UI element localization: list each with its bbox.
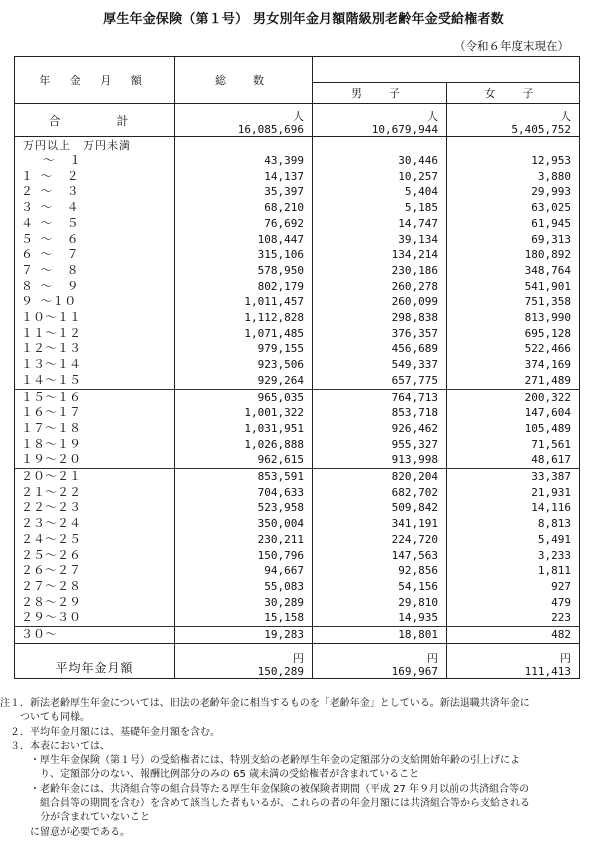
value-total: 94,667 (175, 563, 313, 579)
value-total: 150,796 (175, 548, 313, 564)
note-line: り、定額部分のない、報酬比例部分のみの 65 歳未満の受給権者が含まれていること (0, 769, 420, 781)
value-male: 955,327 (313, 437, 447, 453)
table-row (15, 421, 580, 437)
note-line: ・老齢年金には、共済組合等の組合員等たる厚生年金保険の被保険者期間（平成 27 年９月以前の共済組合等の (0, 783, 530, 795)
value-total: 108,447 (175, 232, 313, 248)
note-line: 分が含まれていないこと (0, 812, 150, 824)
value-total: 19,283 (175, 627, 313, 644)
unit-people: 人 (293, 110, 304, 123)
value-female: 522,466 (447, 341, 580, 357)
band-label: ９ ～１０ (15, 294, 175, 310)
average-row (15, 643, 580, 678)
value-male: 92,856 (313, 563, 447, 579)
table-row (15, 532, 580, 548)
value-female: 482 (447, 627, 580, 644)
table-row (15, 452, 580, 468)
table-row (15, 627, 580, 644)
value-total: 1,011,457 (175, 294, 313, 310)
value-male: 39,134 (313, 232, 447, 248)
value-total: 578,950 (175, 263, 313, 279)
value-total: 14,137 (175, 169, 313, 185)
pension-table (14, 56, 580, 679)
value-male: 764,713 (313, 389, 447, 405)
value-male: 10,257 (313, 169, 447, 185)
header-female: 女 子 (447, 82, 580, 103)
value-female: 61,945 (447, 216, 580, 232)
band-label: ２０～２１ (15, 469, 175, 485)
band-label: ～ １ (15, 153, 175, 169)
value-total: 929,264 (175, 373, 313, 389)
value-male: 853,718 (313, 405, 447, 421)
value-female: 48,617 (447, 452, 580, 468)
band-label: １６～１７ (15, 405, 175, 421)
value-total: 30,289 (175, 595, 313, 611)
header-gender-group (313, 57, 580, 83)
value-female: 63,025 (447, 200, 580, 216)
value-female: 479 (447, 595, 580, 611)
value-female: 69,313 (447, 232, 580, 248)
value-male: 5,404 (313, 184, 447, 200)
note-line: 組合員等の期間を含む）を含めて該当した者もいるが、これらの者の年金月額には共済組合等から支給される (0, 798, 530, 810)
table-row (15, 279, 580, 295)
value-female: 12,953 (447, 153, 580, 169)
value-female: 180,892 (447, 247, 580, 263)
band-label: ２６～２７ (15, 563, 175, 579)
value-female: 14,116 (447, 500, 580, 516)
unit-yen: 円 (560, 651, 571, 665)
table-row (15, 341, 580, 357)
band-label: １５～１６ (15, 389, 175, 405)
table-row (15, 610, 580, 626)
value-total: 962,615 (175, 452, 313, 468)
value-male: 682,702 (313, 485, 447, 501)
table-row (15, 153, 580, 169)
note-line: 注１．新法老齢厚生年金については、旧法の老齢年金に相当するものを「老齢年金」としている。新法退職共済年金に (0, 698, 530, 709)
band-label: １０～１１ (15, 310, 175, 326)
table-row (15, 357, 580, 373)
note-line: ３．本表においては、 (0, 740, 110, 752)
value-total: 76,692 (175, 216, 313, 232)
notes (0, 697, 607, 840)
value-female: 695,128 (447, 326, 580, 342)
value-male: 341,191 (313, 516, 447, 532)
value-total: 802,179 (175, 279, 313, 295)
table-row (15, 200, 580, 216)
table-row (15, 485, 580, 501)
value-female: 8,813 (447, 516, 580, 532)
value-total: 853,591 (175, 469, 313, 485)
value-male: 14,935 (313, 610, 447, 626)
table-row (15, 500, 580, 516)
value-total: 704,633 (175, 485, 313, 501)
note-line: ついても同様。 (0, 712, 90, 724)
header-male: 男 子 (313, 82, 447, 103)
value-female: 3,233 (447, 548, 580, 564)
value-total: 35,397 (175, 184, 313, 200)
band-label: １ ～ ２ (15, 169, 175, 185)
value-female: 374,169 (447, 357, 580, 373)
value-female: 1,811 (447, 563, 580, 579)
value-female: 105,489 (447, 421, 580, 437)
value-total: 1,026,888 (175, 437, 313, 453)
value-total: 68,210 (175, 200, 313, 216)
value-female: 21,931 (447, 485, 580, 501)
table-row (15, 548, 580, 564)
header-amount: 年 金 月 額 (15, 57, 175, 104)
table-row (15, 263, 580, 279)
value-male: 230,186 (313, 263, 447, 279)
table-row (15, 184, 580, 200)
value-male: 29,810 (313, 595, 447, 611)
table-row (15, 516, 580, 532)
value-male: 926,462 (313, 421, 447, 437)
value-female: 223 (447, 610, 580, 626)
value-total: 523,958 (175, 500, 313, 516)
value-male: 913,998 (313, 452, 447, 468)
value-total: 350,004 (175, 516, 313, 532)
value-female: 541,901 (447, 279, 580, 295)
table-row (15, 579, 580, 595)
note-line: ・厚生年金保険（第１号）の受給権者には、特別支給の老齢厚生年金の定額部分の支給開始年齢の引上げによ (0, 755, 520, 767)
band-label: ２１～２２ (15, 485, 175, 501)
band-label: １４～１５ (15, 373, 175, 389)
value-female: 147,604 (447, 405, 580, 421)
value-male: 549,337 (313, 357, 447, 373)
value-male: 14,747 (313, 216, 447, 232)
unit-yen: 円 (427, 651, 438, 665)
value-female: 71,561 (447, 437, 580, 453)
unit-people: 人 (427, 110, 438, 123)
average-female: 111,413 (524, 664, 571, 678)
value-total: 1,001,322 (175, 405, 313, 421)
value-male: 376,357 (313, 326, 447, 342)
value-male: 260,278 (313, 279, 447, 295)
table-row (15, 595, 580, 611)
band-label: １１～１２ (15, 326, 175, 342)
table-row (15, 310, 580, 326)
table-row (15, 326, 580, 342)
table-row (15, 389, 580, 405)
value-total: 1,031,951 (175, 421, 313, 437)
page-title: 厚生年金保険（第１号） 男女別年金月額階級別老齢年金受給権者数 (103, 12, 504, 27)
value-total: 965,035 (175, 389, 313, 405)
band-label: １３～１４ (15, 357, 175, 373)
band-label: ５ ～ ６ (15, 232, 175, 248)
value-male: 18,801 (313, 627, 447, 644)
value-male: 134,214 (313, 247, 447, 263)
total-all: 16,085,696 (237, 123, 304, 136)
unit-people: 人 (560, 110, 571, 123)
value-male: 509,842 (313, 500, 447, 516)
note-line: に留意が必要である。 (0, 826, 130, 838)
value-female: 29,993 (447, 184, 580, 200)
band-label: ３０～ (15, 627, 175, 644)
value-male: 30,446 (313, 153, 447, 169)
band-label: ２５～２６ (15, 548, 175, 564)
band-label: ４ ～ ５ (15, 216, 175, 232)
value-total: 15,158 (175, 610, 313, 626)
value-female: 348,764 (447, 263, 580, 279)
average-label: 平均年金月額 (15, 643, 175, 678)
value-female: 33,387 (447, 469, 580, 485)
value-female: 5,491 (447, 532, 580, 548)
value-female: 813,990 (447, 310, 580, 326)
value-male: 298,838 (313, 310, 447, 326)
table-row (15, 373, 580, 389)
table-row (15, 437, 580, 453)
value-total: 230,211 (175, 532, 313, 548)
value-male: 224,720 (313, 532, 447, 548)
table-row (15, 247, 580, 263)
value-male: 820,204 (313, 469, 447, 485)
value-male: 456,689 (313, 341, 447, 357)
value-total: 43,399 (175, 153, 313, 169)
value-male: 657,775 (313, 373, 447, 389)
table-row (15, 216, 580, 232)
value-female: 927 (447, 579, 580, 595)
total-label: 合 計 (15, 104, 175, 137)
table-row (15, 232, 580, 248)
table-row (15, 563, 580, 579)
as-of-date: （令和６年度末現在） (454, 39, 569, 53)
value-male: 260,099 (313, 294, 447, 310)
value-female: 271,489 (447, 373, 580, 389)
value-total: 979,155 (175, 341, 313, 357)
table-row (15, 469, 580, 485)
band-label: ３ ～ ４ (15, 200, 175, 216)
unit-yen: 円 (293, 651, 304, 665)
value-male: 147,563 (313, 548, 447, 564)
table-row (15, 405, 580, 421)
band-label: ２８～２９ (15, 595, 175, 611)
note-line: ２．平均年金月額には、基礎年金月額を含む。 (0, 726, 220, 738)
band-label: ２４～２５ (15, 532, 175, 548)
band-label: １７～１８ (15, 421, 175, 437)
value-total: 923,506 (175, 357, 313, 373)
value-male: 5,185 (313, 200, 447, 216)
average-male: 169,967 (391, 664, 438, 678)
value-total: 55,083 (175, 579, 313, 595)
value-female: 751,358 (447, 294, 580, 310)
band-label: ２７～２８ (15, 579, 175, 595)
total-female: 5,405,752 (511, 123, 571, 136)
band-label: １９～２０ (15, 452, 175, 468)
band-label: ８ ～ ９ (15, 279, 175, 295)
band-label: ２ ～ ３ (15, 184, 175, 200)
band-label: ２２～２３ (15, 500, 175, 516)
value-female: 3,880 (447, 169, 580, 185)
total-row (15, 104, 580, 137)
average-total: 150,289 (257, 664, 304, 678)
band-label: ２３～２４ (15, 516, 175, 532)
value-female: 200,322 (447, 389, 580, 405)
value-male: 54,156 (313, 579, 447, 595)
band-header: 万円以上 万円未満 (15, 137, 175, 154)
band-label: ６ ～ ７ (15, 247, 175, 263)
band-label: １２～１３ (15, 341, 175, 357)
value-total: 315,106 (175, 247, 313, 263)
table-row (15, 169, 580, 185)
band-label: ２９～３０ (15, 610, 175, 626)
band-label: １８～１９ (15, 437, 175, 453)
value-total: 1,112,828 (175, 310, 313, 326)
header-total: 総 数 (175, 57, 313, 104)
table-row (15, 294, 580, 310)
band-label: ７ ～ ８ (15, 263, 175, 279)
total-male: 10,679,944 (371, 123, 438, 136)
value-total: 1,071,485 (175, 326, 313, 342)
